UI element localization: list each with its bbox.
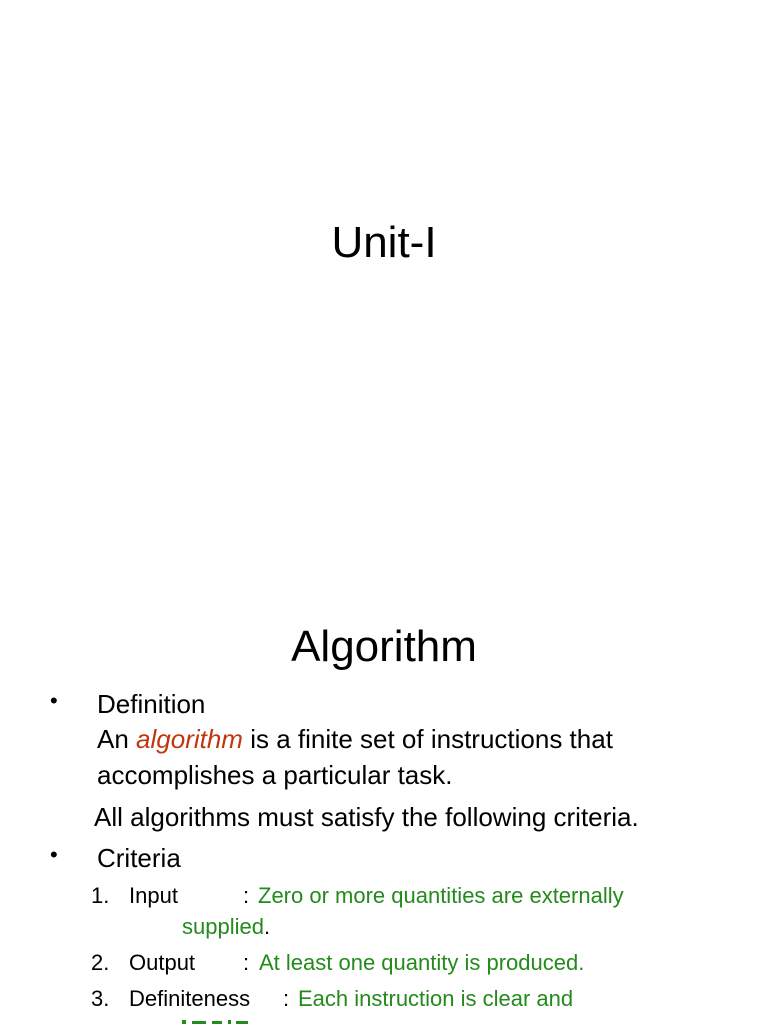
algorithm-slide xyxy=(0,576,768,1024)
criterion-name: Output xyxy=(129,950,196,975)
bullet-icon: • xyxy=(50,842,58,867)
criterion-description: At least one quantity is produced. xyxy=(259,950,585,975)
definition-start: An xyxy=(97,724,137,754)
criterion-period: . xyxy=(263,914,271,939)
criterion-number: 3. xyxy=(91,986,110,1011)
cutoff-text-fragment xyxy=(182,1018,262,1024)
criterion-number: 2. xyxy=(91,950,110,975)
criteria-heading: Criteria xyxy=(97,843,181,873)
slide-title: Unit-I xyxy=(331,218,437,267)
criterion-separator: : xyxy=(243,883,250,908)
keyword-algorithm: algorithm xyxy=(136,724,243,754)
criterion-description: Zero or more quantities are externally xyxy=(258,883,624,908)
criterion-description: Each instruction is clear and xyxy=(298,986,574,1011)
definition-line-1 xyxy=(97,723,613,755)
definition-line-2: accomplishes a particular task. xyxy=(97,760,453,790)
criterion-number: 1. xyxy=(91,883,110,908)
bullet-icon: • xyxy=(50,688,58,713)
criterion-separator: : xyxy=(243,950,250,975)
criterion-continuation-text: supplied xyxy=(182,914,264,939)
definition-heading: Definition xyxy=(97,689,206,719)
slide-title: Algorithm xyxy=(291,622,477,671)
criterion-name: Input xyxy=(129,883,178,908)
criterion-separator: : xyxy=(283,986,290,1011)
criterion-continuation xyxy=(182,913,270,941)
criterion-name: Definiteness xyxy=(129,986,251,1011)
definition-rest: is a finite set of instructions that xyxy=(242,724,613,754)
criteria-intro: All algorithms must satisfy the following criteria. xyxy=(94,802,639,832)
